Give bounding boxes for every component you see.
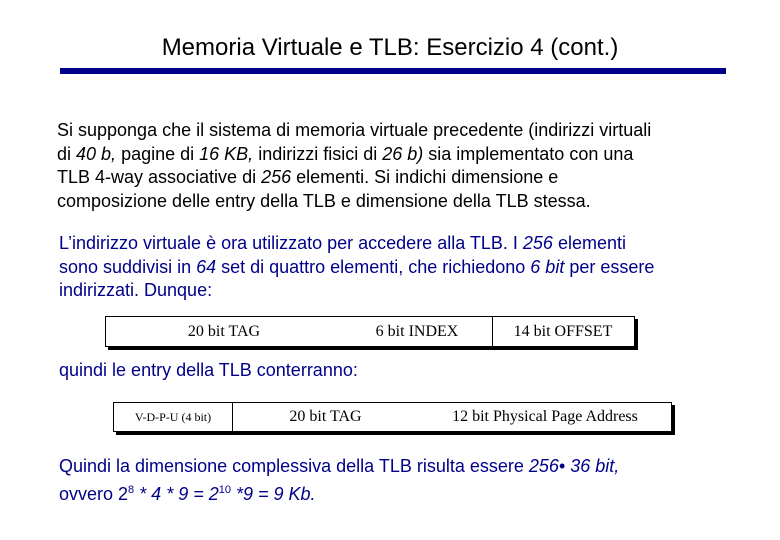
offset-field: 14 bit OFFSET (513, 322, 613, 340)
result-line-2: ovvero $2^8 * 4 * 9 = 2^{10}$ *9 = 9 Kb. (59, 483, 316, 504)
statement-line-2: di 40 b, pagine di 16 KB, indirizzi fisici di 26 b) sia implementato con una (57, 143, 634, 164)
statement-line-3: TLB 4-way associative di 256 elementi. Si indichi dimensione e (57, 167, 559, 187)
entry-tag-field: 20 bit TAG (289, 408, 362, 425)
slide-title: Memoria Virtuale e TLB: Esercizio 4 (cont.) (161, 34, 619, 61)
virtual-address-explanation (59, 232, 759, 303)
statement-line-1: Si supponga che il sistema di memoria virtuale precedente (indirizzi virtuali (57, 120, 652, 140)
tlb-size-result (59, 455, 759, 506)
virtual-address-format (105, 316, 635, 347)
index-field: 6 bit INDEX (375, 322, 459, 340)
statement-line-4: composizione delle entry della TLB e dimensione della TLB stessa. (57, 190, 591, 211)
result-line-1: Quindi la dimensione complessiva della TLB risulta essere 256• 36 bit, (59, 456, 620, 476)
exercise-statement (57, 119, 757, 213)
explanation-line-1: L’indirizzo virtuale è ora utilizzato per accedere alla TLB. I 256 elementi (59, 233, 626, 253)
tlb-entry-format (113, 402, 672, 432)
explanation-line-3: indirizzati. Dunque: (59, 280, 213, 300)
explanation-line-2: sono suddivisi in 64 set di quattro elementi, che richiedono 6 bit per essere (59, 256, 655, 277)
physical-page-field: 12 bit Physical Page Address (452, 408, 638, 425)
entry-intro: quindi le entry della TLB conterranno: (59, 360, 358, 380)
flags-field: V-D-P-U (4 bit) (134, 409, 212, 424)
title-underline (60, 68, 726, 74)
tag-field: 20 bit TAG (187, 322, 261, 340)
